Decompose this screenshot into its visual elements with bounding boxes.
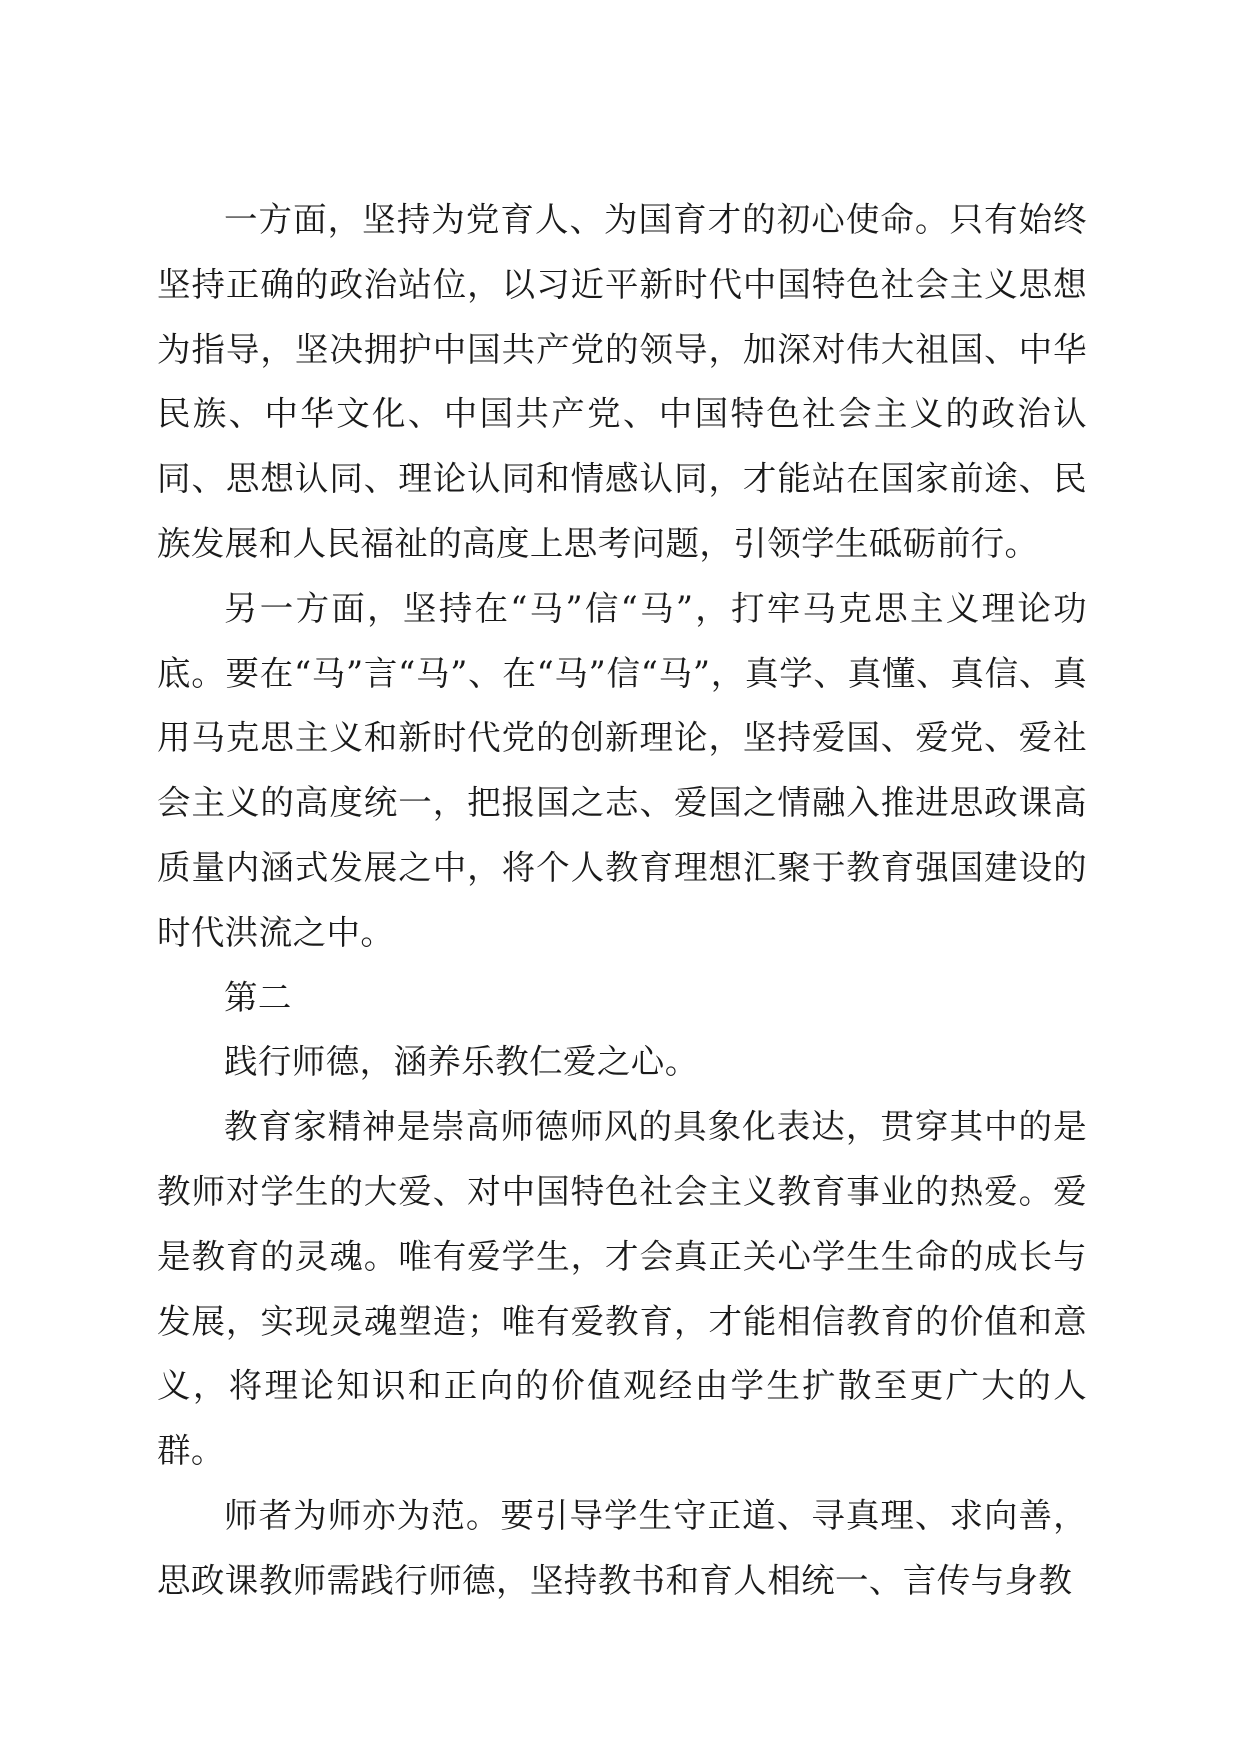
document-body: [157, 188, 1087, 1614]
paragraph-one-aspect: 一方面，坚持为党育人、为国育才的初心使命。只有始终坚持正确的政治站位，以习近平新时代中国特色社会主义思想为指导，坚决拥护中国共产党的领导，加深对伟大祖国、中华民族、中华文化、中国共产党、中国特色社会主义的政治认同、思想认同、理论认同和情感认同，才能站在国家前途、民族发展和人民福祉的高度上思考问题，引领学生砥砺前行。: [157, 200, 1087, 563]
section-heading: 践行师德，涵养乐教仁爱之心。: [224, 1042, 699, 1082]
section-number: 第二: [224, 977, 292, 1017]
paragraph-teacher-model: 师者为师亦为范。要引导学生守正道、寻真理、求向善，思政课教师需践行师德，坚持教书和育人相统一、言传与身教: [157, 1495, 1087, 1600]
paragraph-another-aspect: 另一方面，坚持在“马”信“马”，打牢马克思主义理论功底。要在“马”言“马”、在“马”信“马”，真学、真懂、真信、真用马克思主义和新时代党的创新理论，坚持爱国、爱党、爱社会主义的高度统一，把报国之志、爱国之情融入推进思政课高质量内涵式发展之中，将个人教育理想汇聚于教育强国建设的时代洪流之中。: [157, 588, 1087, 952]
paragraph-educator-spirit: 教育家精神是崇高师德师风的具象化表达，贯穿其中的是教师对学生的大爱、对中国特色社会主义教育事业的热爱。爱是教育的灵魂。唯有爱学生，才会真正关心学生生命的成长与发展，实现灵魂塑造；唯有爱教育，才能相信教育的价值和意义，将理论知识和正向的价值观经由学生扩散至更广大的人群。: [157, 1107, 1087, 1471]
